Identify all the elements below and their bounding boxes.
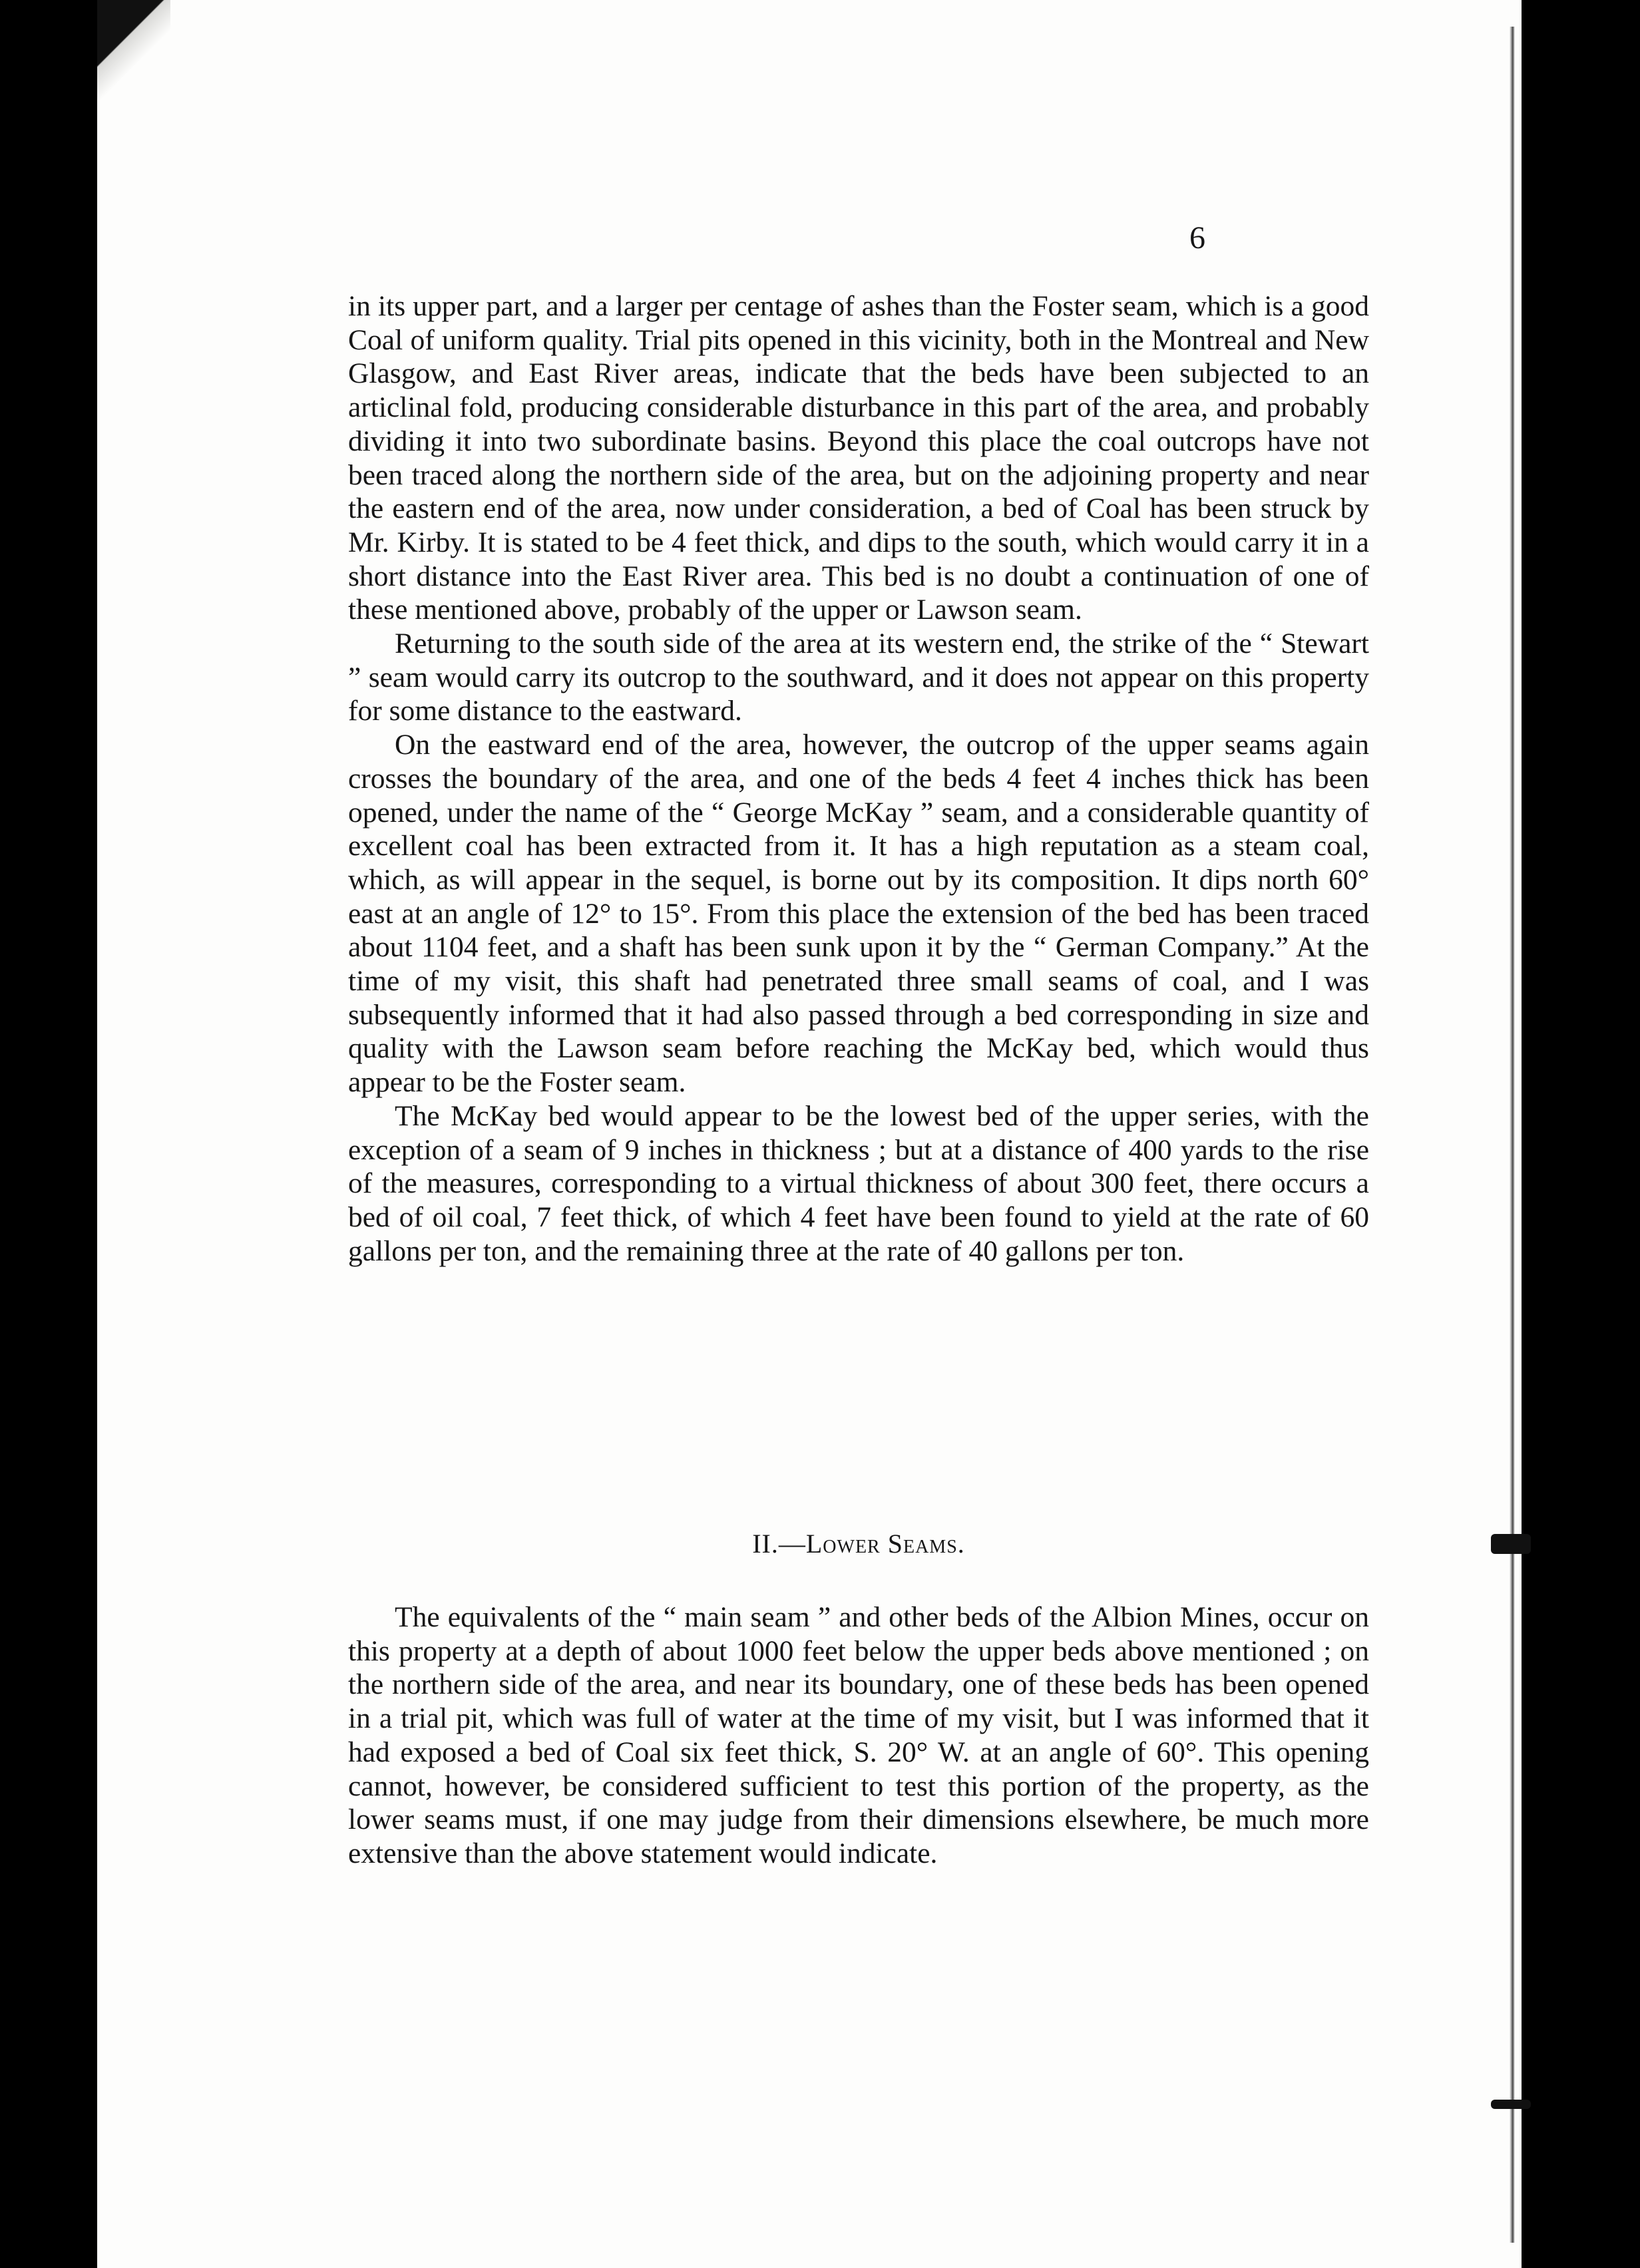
paragraph: in its upper part, and a larger per centage of ashes than the Foster seam, which is a good Coal of uniform quality. Trial pits opened in this vicinity, both in the Montreal and New Glasgow, and East River areas, indicate that the beds have been subjected to an articlinal fold, producing considerable disturbance in this part of the area, and probably dividing it into two subordinate basins. Beyond this place the coal outcrops have not been traced along the northern side of the area, but on the adjoining property and near the eastern end of the area, now under consideration, a bed of Coal has been struck by Mr. Kirby. It is stated to be 4 feet thick, and dips to the south, which would carry it in a short distance into the East River area. This bed is no doubt a continuation of one of these mentioned above, probably of the upper or Lawson seam.	[348, 290, 1369, 626]
binding-edge	[1510, 27, 1515, 2243]
binding-mark	[1491, 2100, 1531, 2109]
body-lower	[348, 1601, 1369, 1871]
body-upper	[348, 289, 1369, 1268]
section-heading: II.—Lower Seams.	[752, 1529, 965, 1559]
binding-mark	[1491, 1534, 1531, 1554]
paragraph: On the eastward end of the area, however, the outcrop of the upper seams again crosses the boundary of the area, and one of the beds 4 feet 4 inches thick has been opened, under the name of the “ George McKay ” seam, and a considerable quantity of excellent coal has been extracted from it. It has a high reputation as a steam coal, which, as will appear in the sequel, is borne out by its composition. It dips north 60° east at an angle of 12° to 15°. From this place the extension of the bed has been traced about 1104 feet, and a shaft has been sunk upon it by the “ German Company.” At the time of my visit, this shaft had penetrated three small seams of coal, and I was subsequently informed that it had also passed through a bed corresponding in size and quality with the Lawson seam before reaching the McKay bed, which would thus appear to be the Foster seam.	[348, 729, 1369, 1099]
folded-corner	[97, 0, 170, 100]
paragraph: The equivalents of the “ main seam ” and other beds of the Albion Mines, occur on this property at a depth of about 1000 feet below the upper beds above mentioned ; on the northern side of the area, and near its boundary, one of these beds has been opened in a trial pit, which was full of water at the time of my visit, but I was informed that it had exposed a bed of Coal six feet thick, S. 20° W. at an angle of 60°. This opening cannot, however, be considered sufficient to test this portion of the property, as the lower seams must, if one may judge from their dimensions elsewhere, be much more extensive than the above statement would indicate.	[348, 1601, 1369, 1869]
page-number: 6	[1189, 220, 1205, 256]
paragraph: Returning to the south side of the area at its western end, the strike of the “ Stewart ” seam would carry its outcrop to the southward, and it does not appear on this property for some distance to the eastward.	[348, 628, 1369, 727]
paragraph: The McKay bed would appear to be the lowest bed of the upper series, with the exception of a seam of 9 inches in thickness ; but at a distance of 400 yards to the rise of the measures, corresponding to a virtual thickness of about 300 feet, there occurs a bed of oil coal, 7 feet thick, of which 4 feet have been found to yield at the rate of 60 gallons per ton, and the remaining three at the rate of 40 gallons per ton.	[348, 1099, 1369, 1267]
